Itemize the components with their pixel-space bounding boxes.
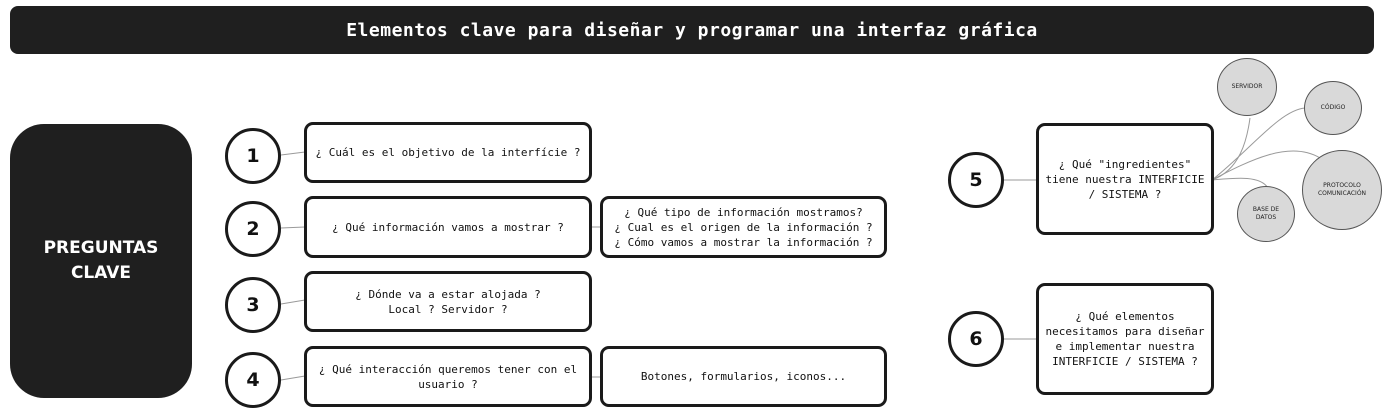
step-1-number: 1 — [225, 128, 281, 184]
step-2-detail-line: ¿ Cómo vamos a mostrar la información ? — [614, 235, 873, 249]
ingredient-base-datos — [1237, 186, 1295, 242]
step-3-question-box — [304, 271, 592, 332]
ingredient-servidor — [1217, 58, 1277, 116]
step-5-question-box — [1036, 123, 1214, 235]
ingredient-codigo — [1304, 81, 1362, 135]
connector-3 — [281, 300, 305, 304]
page-title: Elementos clave para diseñar y programar una interfaz gráfica — [10, 6, 1374, 54]
ingredient-label: COMUNICACIÓN — [1317, 190, 1367, 197]
step-1-question-box — [304, 122, 592, 183]
connector-1 — [281, 152, 305, 155]
step-2-question-box — [304, 196, 592, 258]
step-1-question-line: ¿ Cuál es el objetivo de la interfície ? — [315, 146, 581, 159]
step-6-question-line: e implementar nuestra — [1055, 340, 1195, 353]
step-5-question-line: tiene nuestra INTERFICIE — [1045, 172, 1205, 186]
ingredient-label: BASE DE — [1252, 206, 1280, 213]
step-4-detail-line: Botones, formularios, iconos... — [640, 370, 847, 383]
connector-4 — [281, 376, 305, 380]
step-4-detail-box — [600, 346, 887, 407]
step-2-detail-line: ¿ Qué tipo de información mostramos? — [624, 205, 863, 219]
preguntas-clave-panel — [10, 124, 192, 398]
step-5-question-line: / SISTEMA ? — [1088, 187, 1162, 201]
step-4-number: 4 — [225, 352, 281, 408]
ingredient-label: PROTOCOLO — [1323, 182, 1361, 189]
step-2-number: 2 — [225, 201, 281, 257]
step-3-question-line: Local ? Servidor ? — [388, 302, 508, 316]
step-4-question-line: usuario ? — [418, 377, 478, 391]
step-4-question-line: ¿ Qué interacción queremos tener con el — [318, 362, 578, 376]
connector-2 — [281, 227, 305, 228]
step-4-question-box — [304, 346, 592, 407]
ingredient-protocolo-comunicacion — [1302, 150, 1382, 230]
panel-label-line1: PREGUNTAS — [43, 238, 159, 258]
step-3-number: 3 — [225, 277, 281, 333]
step-6-question-line: ¿ Qué elementos — [1075, 310, 1175, 323]
step-6-question-line: necesitamos para diseñar — [1045, 325, 1205, 338]
panel-label-line2: CLAVE — [70, 263, 132, 283]
step-5-number: 5 — [948, 152, 1004, 208]
step-2-detail-line: ¿ Cual es el origen de la información ? — [614, 220, 873, 234]
step-6-question-line: INTERFICIE / SISTEMA ? — [1052, 355, 1198, 368]
ingredient-label: DATOS — [1255, 214, 1277, 221]
ingredient-label: SERVIDOR — [1231, 83, 1263, 90]
step-6-question-box — [1036, 283, 1214, 395]
connector-codigo — [1212, 108, 1305, 180]
step-2-detail-box — [600, 196, 887, 258]
step-5-question-line: ¿ Qué "ingredientes" — [1058, 157, 1192, 171]
ingredient-label: CÓDIGO — [1320, 104, 1346, 111]
step-6-number: 6 — [948, 311, 1004, 367]
step-3-question-line: ¿ Dónde va a estar alojada ? — [355, 287, 541, 301]
step-2-question-line: ¿ Qué información vamos a mostrar ? — [332, 220, 564, 234]
